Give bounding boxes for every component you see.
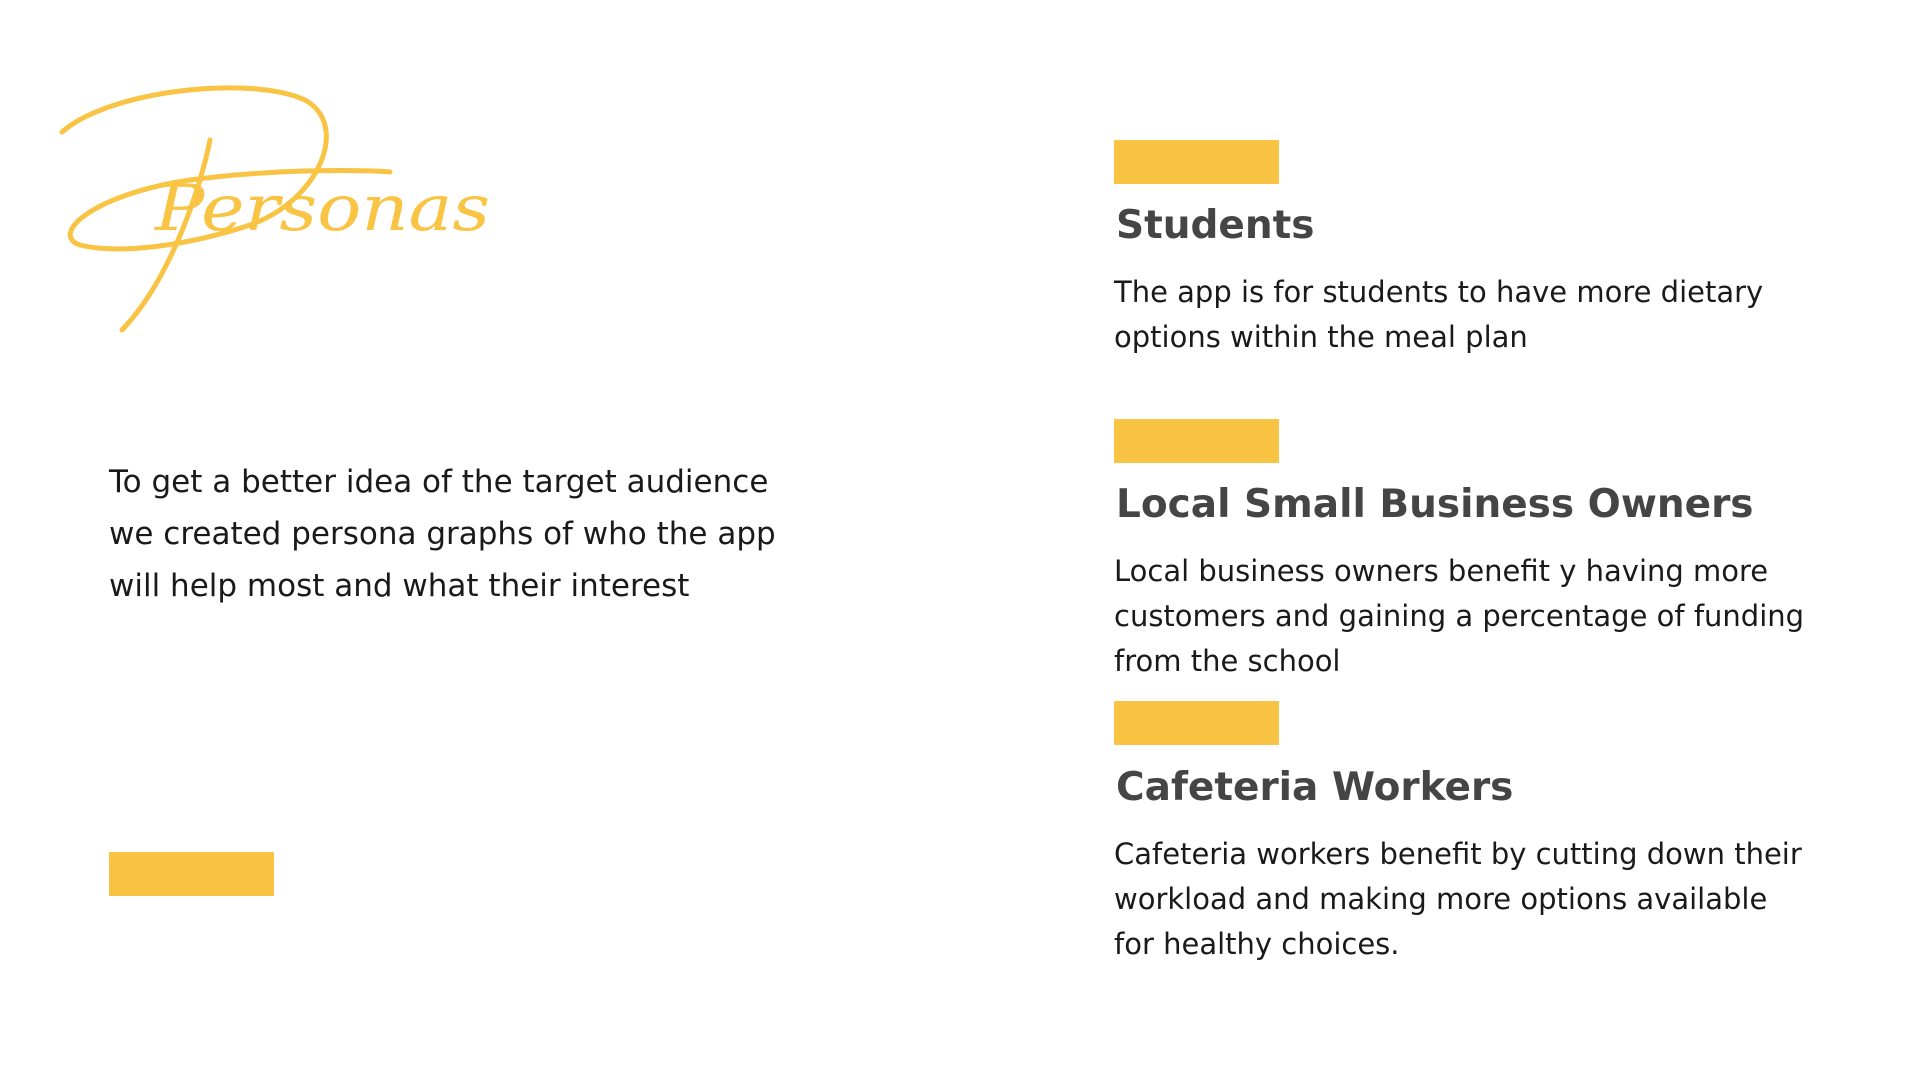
persona-heading-cafeteria-workers: Cafeteria Workers — [1116, 765, 1514, 810]
title-text: Personas — [153, 172, 490, 246]
left-accent-bar — [109, 852, 274, 896]
persona-heading-business-owners: Local Small Business Owners — [1116, 482, 1754, 527]
persona-description-business-owners: Local business owners benefit y having more customers and gaining a percentage of funding from the school — [1114, 554, 1805, 678]
persona-description-students: The app is for students to have more dietary options within the meal plan — [1114, 275, 1764, 354]
persona-description-cafeteria-workers: Cafeteria workers benefit by cutting down their workload and making more options available for healthy choices. — [1114, 837, 1802, 961]
intro-paragraph: To get a better idea of the target audience we created persona graphs of who the app will help most and what their interest — [109, 464, 776, 604]
persona-accent-bar — [1114, 701, 1279, 745]
persona-accent-bar — [1114, 140, 1279, 184]
persona-accent-bar — [1114, 419, 1279, 463]
persona-heading-students: Students — [1116, 203, 1315, 248]
page-title — [50, 80, 520, 340]
title-script-graphic — [50, 80, 520, 340]
